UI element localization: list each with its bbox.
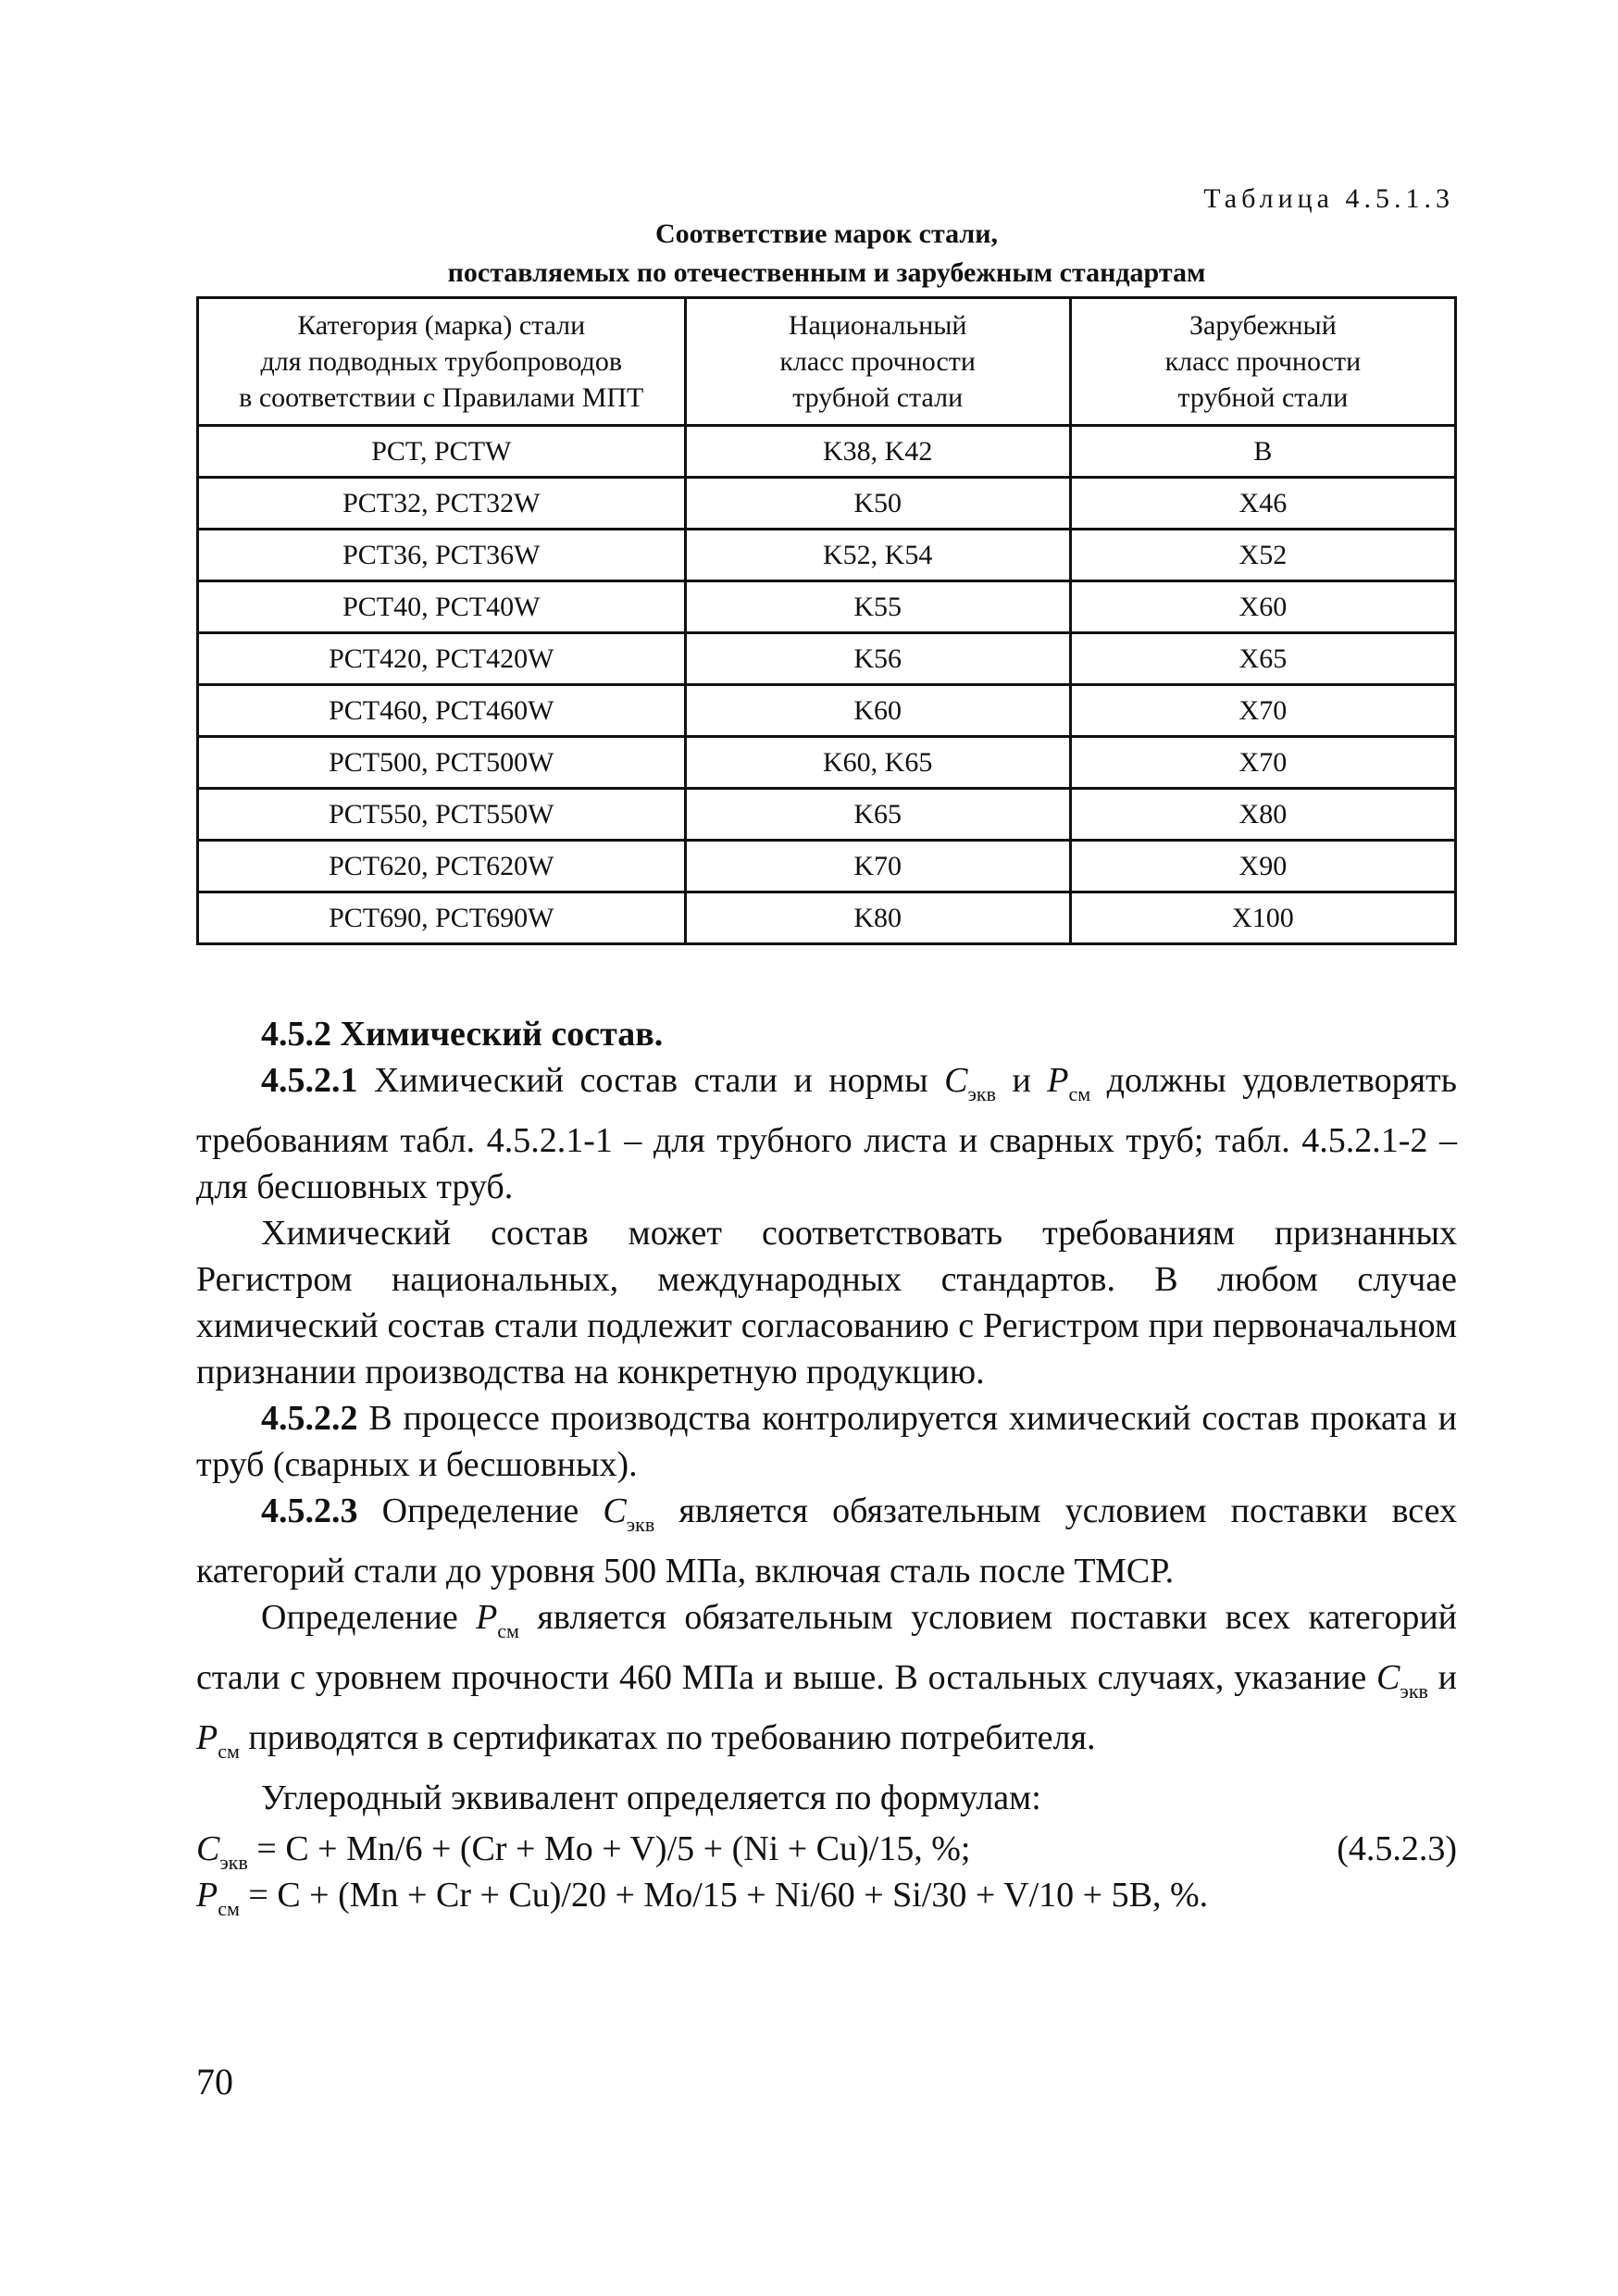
- formula-p-cm: $P_{см} = C + (Mn + Cr + Cu)/20 + Mo/15 + Ni/60 + Si/30 + V/10 + 5B$, %.: [196, 1876, 1209, 1920]
- clause-number: 4.5.2.2: [261, 1399, 358, 1438]
- table-row: PCT620, PCT620W K70 X90: [198, 841, 1456, 892]
- steel-grades-table: [196, 296, 1457, 945]
- section-heading: 4.5.2 Химический состав.: [261, 1015, 664, 1054]
- paragraph-4-5-2-2: 4.5.2.2 В процессе производства контролируется химический состав проката и труб (сварных и бесшовных).: [196, 1399, 1457, 1484]
- paragraph-pcm-definition: Определение $P_{см}$ является обязательным условием поставки всех категорий стали с уровнем прочности 460 МПа и выше. В остальных случаях, указание $C_{экв}$ и $P_{см}$ приводятся в сертификатах по требованию потребителя.: [196, 1598, 1457, 1763]
- c-equivalent-symbol: $C_{экв}$: [603, 1491, 655, 1536]
- c-equivalent-symbol: $C_{экв}$: [1376, 1658, 1428, 1703]
- header-foreign-class: Зарубежный класс прочности трубной стали: [1070, 298, 1455, 426]
- table-title: [196, 215, 1457, 293]
- table-title-line-1: Соответствие марок стали,: [655, 218, 998, 249]
- table-row: PCT420, PCT420W K56 X65: [198, 633, 1456, 685]
- table-title-line-2: поставляемых по отечественным и зарубежным стандартам: [447, 257, 1206, 288]
- table-row: PCT, PCTW K38, K42 B: [198, 426, 1456, 478]
- table-row: PCT36, PCT36W K52, K54 X52: [198, 530, 1456, 581]
- paragraph-formula-intro: Углеродный эквивалент определяется по формулам:: [261, 1778, 1041, 1817]
- header-category: Категория (марка) стали для подводных трубопроводов в соответствии с Правилами МПТ: [198, 298, 686, 426]
- table-caption: Таблица 4.5.1.3: [1203, 183, 1454, 214]
- p-cm-symbol: $P_{см}$: [196, 1876, 240, 1920]
- paragraph-4-5-2-1: 4.5.2.1 Химический состав стали и нормы $C_{экв}$ и $P_{см}$ должны удовлетворять требованиям табл. 4.5.2.1-1 – для трубного листа и сварных труб; табл. 4.5.2.1-2 – для бесшовных труб.: [196, 1061, 1457, 1206]
- table-row: PCT460, PCT460W K60 X70: [198, 685, 1456, 737]
- formula-c-equivalent: $C_{экв} = C + Mn/6 + (Cr + Mo + V)/5 + (Ni + Cu)/15$, %; (4.5.2.3): [196, 1826, 1457, 1872]
- paragraph-composition-note: Химический состав может соответствовать требованиям признанных Регистром национальных, международных стандартов. В любом случае химический состав стали подлежит согласованию с Регистром при первоначальном признании производства на конкретную продукцию.: [196, 1214, 1457, 1391]
- header-national-class: Национальный класс прочности трубной стали: [685, 298, 1070, 426]
- table-row: PCT32, PCT32W K50 X46: [198, 478, 1456, 530]
- clause-number: 4.5.2.3: [261, 1491, 358, 1530]
- table-header-row: [198, 298, 1456, 426]
- table-row: PCT550, PCT550W K65 X80: [198, 789, 1456, 841]
- table-row: PCT500, PCT500W K60, K65 X70: [198, 737, 1456, 789]
- paragraph-4-5-2-3: 4.5.2.3 Определение $C_{экв}$ является обязательным условием поставки всех категорий стали до уровня 500 МПа, включая сталь после ТМСР.: [196, 1491, 1457, 1591]
- section-body: [196, 1011, 1457, 1821]
- clause-number: 4.5.2.1: [261, 1061, 358, 1100]
- c-equivalent-symbol: $C_{экв}$: [196, 1829, 248, 1874]
- c-equivalent-symbol: $C_{экв}$: [944, 1061, 996, 1105]
- p-cm-symbol: $P_{см}$: [1047, 1061, 1091, 1105]
- p-cm-symbol: $P_{см}$: [476, 1598, 519, 1642]
- p-cm-symbol: $P_{см}$: [196, 1718, 240, 1763]
- formula-block: [196, 1826, 1457, 1918]
- table-row: PCT690, PCT690W K80 X100: [198, 892, 1456, 944]
- formula-number: (4.5.2.3): [1337, 1829, 1457, 1868]
- page-number: 70: [196, 2061, 233, 2103]
- table-row: PCT40, PCT40W K55 X60: [198, 581, 1456, 633]
